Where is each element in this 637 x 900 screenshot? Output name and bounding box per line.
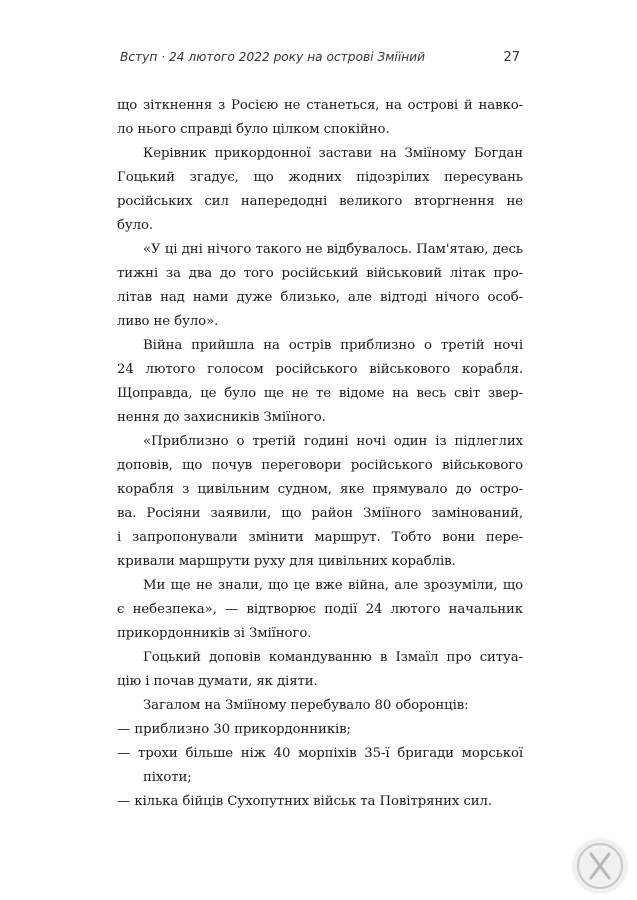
text-line: що зіткнення з Росією не станеться, на острові й навко- [117, 98, 523, 113]
text-line: Ми ще не знали, що це вже війна, але зрозуміли, що [143, 578, 523, 593]
text-line: цію і почав думати, як діяти. [117, 674, 318, 689]
text-line: піхоти; [143, 770, 192, 785]
text-line: — трохи більше ніж 40 морпіхів 35-ї бригади морської [117, 746, 523, 761]
text-line: є небезпека», — відтворює події 24 лютого начальник [117, 602, 523, 617]
text-line: було. [117, 218, 154, 233]
text-line: Гоцький згадує, що жодних підозрілих пересувань [117, 170, 523, 185]
text-line: Щоправда, це було ще не те відоме на весь світ звер- [117, 386, 523, 401]
body-text [117, 94, 523, 814]
text-line: літав над нами дуже близько, але відтоді нічого особ- [117, 290, 523, 305]
text-line: ло нього справді було цілком спокійно. [117, 122, 390, 137]
x-logo-icon [572, 838, 628, 894]
running-header-title: Вступ · 24 лютого 2022 року на острові Зміїний [120, 50, 426, 64]
page-number: 27 [503, 50, 520, 65]
text-line: корабля з цивільним судном, яке прямувало до остро- [117, 482, 523, 497]
text-line: прикордонників зі Зміїного. [117, 626, 312, 641]
text-line: «У ці дні нічого такого не відбувалось. Пам'ятаю, десь [143, 242, 523, 257]
running-header [120, 50, 520, 65]
text-line: Загалом на Зміїному перебувало 80 оборонців: [143, 698, 469, 713]
text-line: Керівник прикордонної застави на Зміїному Богдан [143, 146, 523, 161]
text-line: російських сил напередодні великого вторгнення не [117, 194, 523, 209]
text-line: кривали маршрути руху для цивільних кораблів. [117, 554, 456, 569]
text-line: Гоцький доповів командуванню в Ізмаїл про ситуа- [143, 650, 523, 665]
text-line: тижні за два до того російський військовий літак про- [117, 266, 523, 281]
text-line: «Приблизно о третій годині ночі один із підлеглих [143, 434, 523, 449]
text-line: — приблизно 30 прикордонників; [117, 722, 351, 737]
text-line: і запропонували змінити маршрут. Тобто вони пере- [117, 530, 523, 545]
text-line: — кілька бійців Сухопутних військ та Повітряних сил. [117, 794, 493, 809]
text-line: нення до захисників Зміїного. [117, 410, 326, 425]
text-line: ливо не було». [117, 314, 219, 329]
text-line: 24 лютого голосом російського військового корабля. [117, 362, 523, 377]
text-line: Війна прийшла на острів приблизно о третій ночі [143, 338, 523, 353]
text-line: доповів, що почув переговори російського військового [117, 458, 523, 473]
watermark-badge [572, 838, 628, 894]
text-line: ва. Росіяни заявили, що район Зміїного замінований, [117, 506, 523, 521]
